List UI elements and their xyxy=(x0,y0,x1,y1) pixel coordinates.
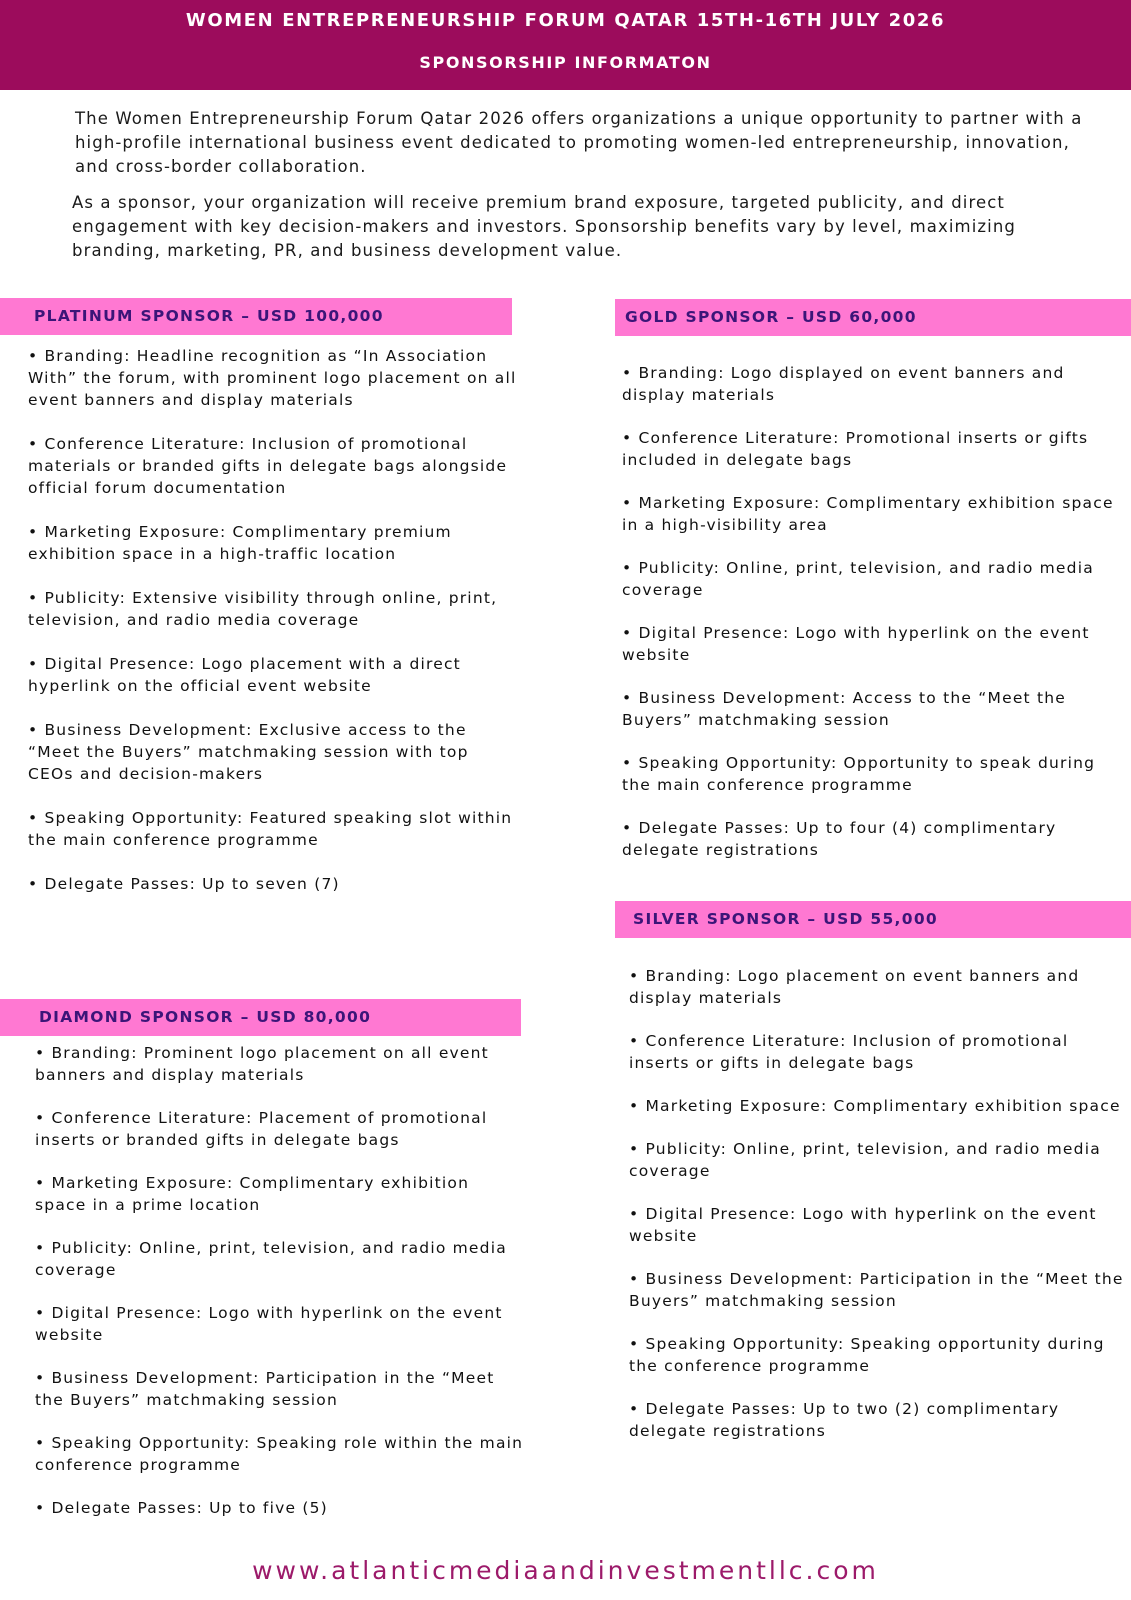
benefit-item: • Conference Literature: Inclusion of promotional materials or branded gifts in delegate bags alongside official forum documentation xyxy=(28,435,508,497)
benefit-item: • Digital Presence: Logo with hyperlink on the event website xyxy=(35,1304,503,1344)
benefit-item: • Delegate Passes: Up to five (5) xyxy=(35,1499,328,1517)
benefit-item: • Marketing Exposure: Complimentary exhibition space in a prime location xyxy=(35,1174,470,1214)
benefit-item: • Delegate Passes: Up to seven (7) xyxy=(28,875,340,893)
benefit-item: • Branding: Prominent logo placement on all event banners and display materials xyxy=(35,1044,489,1084)
benefit-item: • Speaking Opportunity: Opportunity to speak during the main conference programme xyxy=(622,754,1096,794)
benefit-item: • Conference Literature: Placement of promotional inserts or branded gifts in delegate bags xyxy=(35,1109,488,1149)
benefit-item: • Business Development: Exclusive access to the “Meet the Buyers” matchmaking session with top CEOs and decision-makers xyxy=(28,721,469,783)
gold-benefits-list xyxy=(622,362,1122,882)
page-header xyxy=(0,0,1131,90)
diamond-sponsor-heading: DIAMOND SPONSOR – USD 80,000 xyxy=(0,999,521,1036)
benefit-item: • Publicity: Online, print, television, and radio media coverage xyxy=(629,1140,1101,1180)
forum-title: WOMEN ENTREPRENEURSHIP FORUM QATAR 15TH-16TH JULY 2026 xyxy=(185,10,946,31)
benefit-item: • Marketing Exposure: Complimentary premium exhibition space in a high-traffic location xyxy=(28,523,452,563)
benefit-item: • Branding: Logo placement on event banners and display materials xyxy=(629,967,1080,1007)
gold-sponsor-heading: GOLD SPONSOR – USD 60,000 xyxy=(615,299,1131,336)
platinum-sponsor-heading: PLATINUM SPONSOR – USD 100,000 xyxy=(0,298,512,335)
benefit-item: • Business Development: Participation in the “Meet the Buyers” matchmaking session xyxy=(35,1369,495,1409)
benefit-item: • Business Development: Participation in the “Meet the Buyers” matchmaking session xyxy=(629,1270,1124,1310)
benefit-item: • Publicity: Online, print, television, and radio media coverage xyxy=(35,1239,507,1279)
intro-paragraph: As a sponsor, your organization will receive premium brand exposure, targeted publicity, and direct engagement with key decision-makers and investors. Sponsorship benefits vary by level, maximizing branding, marketing, PR, and business development value. xyxy=(72,193,1016,260)
benefit-item: • Digital Presence: Logo with hyperlink on the event website xyxy=(622,624,1090,664)
benefit-item: • Speaking Opportunity: Speaking opportunity during the conference programme xyxy=(629,1335,1105,1375)
benefit-item: • Digital Presence: Logo with hyperlink on the event website xyxy=(629,1205,1097,1245)
benefit-item: • Delegate Passes: Up to four (4) complimentary delegate registrations xyxy=(622,819,1057,859)
diamond-benefits-list xyxy=(35,1042,525,1540)
benefit-item: • Marketing Exposure: Complimentary exhibition space xyxy=(629,1097,1121,1115)
benefit-item: • Branding: Headline recognition as “In Association With” the forum, with prominent logo placement on all event banners and display materials xyxy=(28,347,517,409)
benefit-item: • Speaking Opportunity: Speaking role within the main conference programme xyxy=(35,1434,524,1474)
benefit-item: • Conference Literature: Inclusion of promotional inserts or gifts in delegate bags xyxy=(629,1032,1069,1072)
sponsorship-subtitle: SPONSORSHIP INFORMATON xyxy=(419,53,712,72)
silver-sponsor-heading: SILVER SPONSOR – USD 55,000 xyxy=(615,901,1131,938)
benefit-item: • Publicity: Extensive visibility through online, print, television, and radio media coverage xyxy=(28,589,498,629)
intro-paragraph: The Women Entrepreneurship Forum Qatar 2026 offers organizations a unique opportunity to partner with a high-profile international business event dedicated to promoting women-led entrepreneurship, innovation, and cross-border collaboration. xyxy=(75,109,1083,176)
benefit-item: • Conference Literature: Promotional inserts or gifts included in delegate bags xyxy=(622,429,1089,469)
benefit-item: • Branding: Logo displayed on event banners and display materials xyxy=(622,364,1065,404)
silver-benefits-list xyxy=(629,965,1129,1463)
benefit-item: • Speaking Opportunity: Featured speaking slot within the main conference programme xyxy=(28,809,513,849)
benefit-item: • Publicity: Online, print, television, and radio media coverage xyxy=(622,559,1094,599)
benefit-item: • Business Development: Access to the “Meet the Buyers” matchmaking session xyxy=(622,689,1066,729)
benefit-item: • Digital Presence: Logo placement with a direct hyperlink on the official event website xyxy=(28,655,461,695)
website-url: www.atlanticmediaandinvestmentllc.com xyxy=(252,1556,879,1585)
platinum-benefits-list xyxy=(28,345,518,917)
benefit-item: • Delegate Passes: Up to two (2) complimentary delegate registrations xyxy=(629,1400,1060,1440)
benefit-item: • Marketing Exposure: Complimentary exhibition space in a high-visibility area xyxy=(622,494,1114,534)
